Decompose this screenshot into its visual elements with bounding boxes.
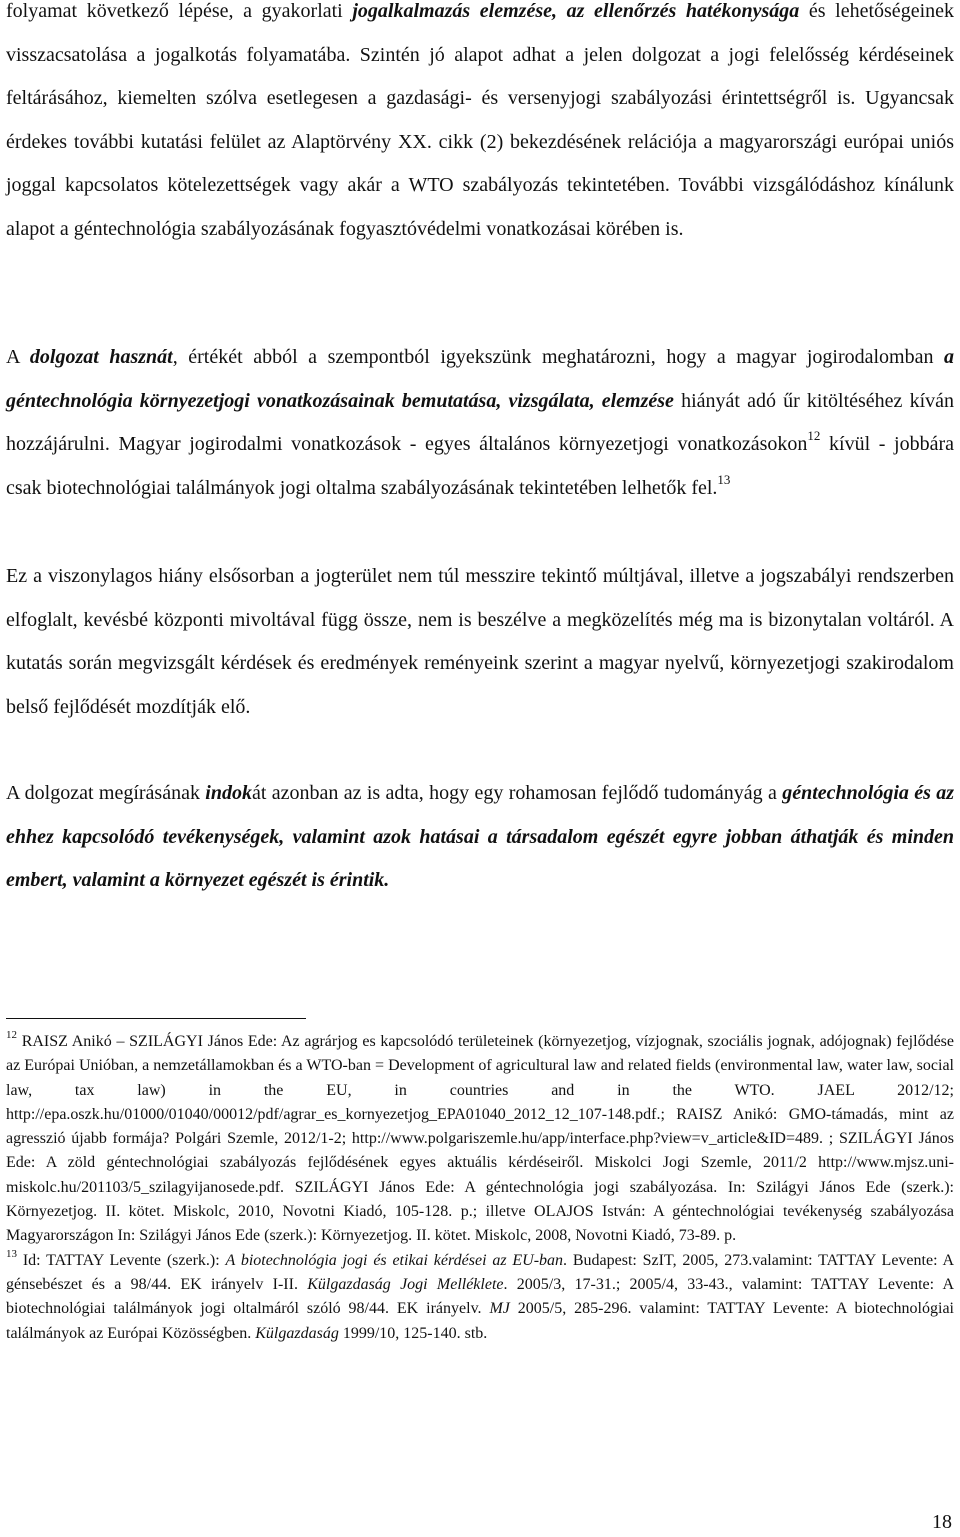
footnote-number: 13	[6, 1247, 17, 1260]
emphasis-run: a géntechnológia környezetjogi vonatkozásainak bemutatása, vizsgálata, elemzése	[6, 346, 955, 412]
footnote-number: 12	[6, 1029, 17, 1041]
footnote-ref-12[interactable]: 12	[807, 428, 821, 444]
body-paragraph-3: Ez a viszonylagos hiány elsősorban a jogterület nem túl messzire tekintő múltjával, illetve a jogszabályi rendszerben elfoglalt, kevésbé központi mivoltával függ össze, nem is beszélve a megközelítés még ma is bizonytalan voltáról. A kutatás során megvizsgált kérdések és eredmények reményeink szerint a magyar nyelvű, környezetjogi szakirodalom belső fejlődését mozdítják elő.	[6, 565, 954, 718]
text-run: , értékét abból a szempontból igyekszünk meghatározni, hogy a magyar jogirodalomban	[172, 346, 945, 368]
footnote-text: . 2005/3, 17-31.; 2005/4, 33-43., valamint: TATTAY Levente: A biotechnológiai találmányok jogi oltalmáról szóló 98/44. EK irányelv.	[6, 1275, 955, 1318]
emphasis-run: géntechnológia és az ehhez kapcsolódó tevékenységek, valamint azok hatásai a társadalom egészét egyre jobban áthatják és minden embert, valamint a környezet egészét is érintik.	[6, 782, 954, 892]
emphasis-run: jogalkalmazás elemzése, az ellenőrzés hatékonysága	[352, 0, 800, 22]
footnote-text: . Budapest: SzIT, 2005, 273.valamint: TATTAY Levente: A génsebészet és a 98/44. EK irányelv I-II.	[6, 1251, 954, 1293]
text-run: át azonban az is adta, hogy egy rohamosan fejlődő tudományág a	[251, 782, 783, 804]
footnote-italic: Külgazdaság	[255, 1324, 339, 1342]
footnote-text: ; RAISZ Anikó: GMO-támadás, mint az agresszió újabb formája? Polgári Szemle, 2012/1-2;	[6, 1105, 954, 1148]
text-run: és lehetőségeinek visszacsatolása a jogalkotás folyamatába. Szintén jó alapot adhat a jelen dolgozat a jogi felelősség kérdéseinek feltárásához, kiemelten szólva esetlegesen a gazdasági- és versenyjogi szabályozási érintettségről is. Ugyancsak érdekes további kutatási felület az Alaptörvény XX. cikk (2) bekezdésének relációja a magyarországi európai uniós joggal kapcsolatos kötelezettségek vagy akár a WTO szabályozás tekintetében. További vizsgálódáshoz kínálunk alapot a géntechnológia szabályozásának fogyasztóvédelmi vonatkozásai körében is.	[6, 0, 954, 240]
footnote-italic: MJ	[489, 1300, 510, 1318]
footnote-italic: Külgazdaság Jogi Melléklete	[307, 1275, 504, 1293]
text-run: A dolgozat megírásának	[6, 782, 206, 804]
footnote-text: 1999/10, 125-140. stb.	[338, 1324, 488, 1342]
emphasis-run: indok	[205, 782, 252, 804]
footnote-text: ; SZILÁGYI János Ede: A zöld géntechnológiai szabályozás fejlődésének egyes aktuális kérdéseiről. Miskolci Jogi Szemle, 2011/2 http://www.mjsz.uni-miskolc.hu/201103/5_szilagyijanosede.pdf. SZILÁGYI János Ede: A géntechnológia jogi szabályozása. In: Szilágyi János Ede (szerk.): Környezetjog. II. kötet. Miskolc, 2010, Novotni Kiadó, 105-128. p.; illetve OLAJOS István: A géntechnológiai tevékenység szabályozása Magyarországon In: Szilágyi János Ede (szerk.): Környezetjog. II. kötet. Miskolc, 2008, Novotni Kiadó, 73-89. p.	[6, 1130, 955, 1245]
body-paragraph-2	[6, 336, 954, 510]
footnote-13	[6, 1249, 954, 1346]
footnote-italic: A biotechnológia jogi és etikai kérdései az EU-ban	[225, 1251, 564, 1269]
footnote-12	[6, 1030, 954, 1249]
body-paragraph-1	[6, 0, 954, 252]
footnote-separator	[6, 1018, 306, 1019]
text-run: folyamat következő lépése, a gyakorlati	[6, 0, 353, 22]
text-run: hiányát adó űr kitöltéséhez kíván hozzájárulni. Magyar jogirodalmi vonatkozások - egyes általános környezetjogi vonatkozásokon	[6, 389, 955, 456]
body-paragraph-4	[6, 772, 954, 903]
emphasis-run: dolgozat hasznát	[29, 346, 173, 368]
page-number: 18	[932, 1511, 952, 1533]
footnote-text: RAISZ Anikó – SZILÁGYI János Ede: Az agrárjog es kapcsolódó területeinek (környezetjog, vízjognak, szociális jognak, adójognak) fejlődése az Európai Unióban, a nemzetállamokban és a WTO-ban = Development of agricultural law and related fields (environmental law, water law, social law, tax law) in the EU, in countries and in the WTO. JAEL 2012/12;	[6, 1033, 954, 1099]
footnote-link[interactable]: http://www.polgariszemle.hu/app/interface.php?view=v_article&ID=489.	[351, 1130, 824, 1148]
footnote-text: Id: TATTAY Levente (szerk.):	[17, 1251, 226, 1269]
text-run: kívül - jobbára csak biotechnológiai találmányok jogi oltalma szabályozásának tekintetében lelhetők fel.	[6, 433, 954, 499]
footnote-link[interactable]: http://epa.oszk.hu/01000/01040/00012/pdf/agrar_es_kornyezetjog_EPA01040_2012_12_107-148.pdf.	[6, 1105, 661, 1123]
footnote-text: 2005/5, 285-296. valamint: TATTAY Levente: A biotechnológiai találmányok az Európai Közösségben.	[6, 1300, 954, 1342]
text-run: A	[6, 346, 30, 368]
footnote-ref-13[interactable]: 13	[717, 471, 731, 487]
footnotes	[6, 1030, 954, 1346]
